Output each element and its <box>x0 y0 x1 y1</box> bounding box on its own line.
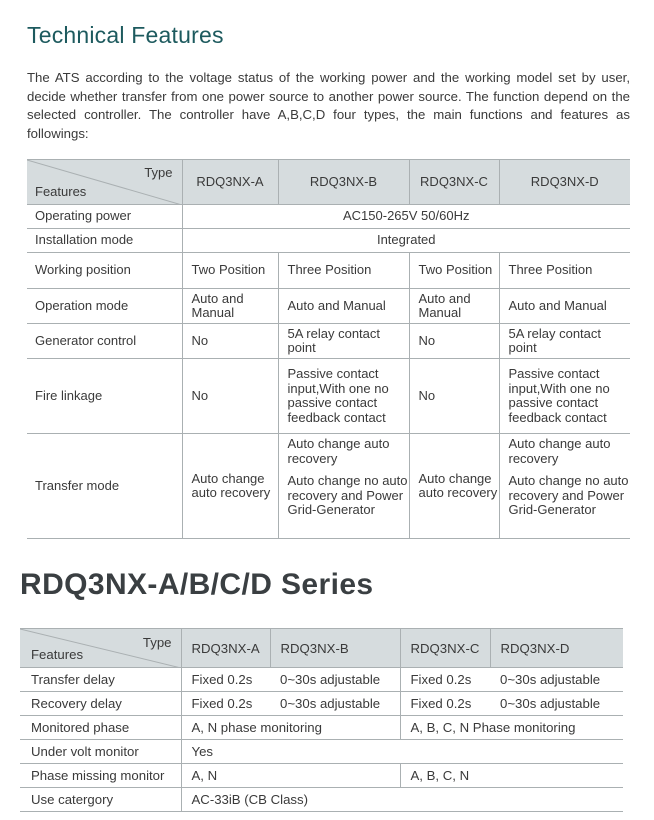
model-header: RDQ3NX-A <box>181 629 270 668</box>
table-row <box>27 359 630 434</box>
cell-value: Auto and Manual <box>409 289 499 324</box>
row-label: Under volt monitor <box>20 740 181 764</box>
cell-value: A, B, C, N Phase monitoring <box>400 716 623 740</box>
transfer-mode-d2: Auto change no auto recovery and Power Grid-Generator <box>508 473 629 517</box>
model-header: RDQ3NX-C <box>409 160 499 205</box>
cell-value: 0~30s adjustable <box>270 668 400 692</box>
row-label: Transfer delay <box>20 668 181 692</box>
cell-value: Fixed 0.2s <box>400 692 490 716</box>
cell-value: Integrated <box>182 229 630 253</box>
cell-value: A, B, C, N <box>400 764 623 788</box>
cell-value: Two Position <box>182 253 278 289</box>
cell-value: A, N phase monitoring <box>181 716 400 740</box>
features-table <box>27 159 630 539</box>
cell-value: 5A relay contact point <box>499 324 630 359</box>
cell-value <box>278 434 409 539</box>
cell-value: Auto and Manual <box>182 289 278 324</box>
transfer-mode-b2: Auto change no auto recovery and Power Grid-Generator <box>287 473 408 517</box>
series-title: RDQ3NX-A/B/C/D Series <box>20 568 374 601</box>
row-label: Recovery delay <box>20 692 181 716</box>
cell-value: Yes <box>181 740 623 764</box>
model-header: RDQ3NX-A <box>182 160 278 205</box>
row-label: Phase missing monitor <box>20 764 181 788</box>
row-label: Transfer mode <box>27 434 182 539</box>
features-label: Features <box>35 183 87 199</box>
transfer-mode-d1: Auto change auto recovery <box>508 436 611 466</box>
row-label: Generator control <box>27 324 182 359</box>
cell-value: Fixed 0.2s <box>181 668 270 692</box>
cell-value: Auto and Manual <box>499 289 630 324</box>
table-header-row <box>27 160 630 205</box>
table-row <box>27 229 630 253</box>
row-label: Monitored phase <box>20 716 181 740</box>
cell-value: No <box>182 359 278 434</box>
table-row <box>20 764 623 788</box>
cell-value: Three Position <box>278 253 409 289</box>
cell-value: Fixed 0.2s <box>181 692 270 716</box>
row-label: Operating power <box>27 205 182 229</box>
cell-value: No <box>182 324 278 359</box>
cell-value: Auto and Manual <box>278 289 409 324</box>
table-row <box>27 289 630 324</box>
transfer-mode-b1: Auto change auto recovery <box>287 436 390 466</box>
model-header: RDQ3NX-C <box>400 629 490 668</box>
table-row <box>20 788 623 812</box>
row-label: Fire linkage <box>27 359 182 434</box>
table-row <box>20 740 623 764</box>
table-row <box>20 692 623 716</box>
cell-value: Auto change auto recovery <box>182 434 278 539</box>
cell-value: A, N <box>181 764 400 788</box>
table-row <box>27 324 630 359</box>
table-row <box>20 668 623 692</box>
cell-value: AC150-265V 50/60Hz <box>182 205 630 229</box>
cell-value: 0~30s adjustable <box>270 692 400 716</box>
cell-value: Three Position <box>499 253 630 289</box>
type-label: Type <box>144 165 173 180</box>
table-row <box>27 253 630 289</box>
model-header: RDQ3NX-D <box>499 160 630 205</box>
cell-value: Passive contact input,With one no passive contact feedback contact <box>278 359 409 434</box>
series-table <box>20 628 623 812</box>
cell-value: 0~30s adjustable <box>490 692 623 716</box>
cell-value: Auto change auto recovery <box>409 434 499 539</box>
row-label: Use catergory <box>20 788 181 812</box>
cell-value: No <box>409 324 499 359</box>
table-header-row <box>20 629 623 668</box>
table-row <box>27 205 630 229</box>
table-row <box>27 434 630 539</box>
row-label: Operation mode <box>27 289 182 324</box>
cell-value <box>499 434 630 539</box>
cell-value: Passive contact input,With one no passive contact feedback contact <box>499 359 630 434</box>
row-label: Installation mode <box>27 229 182 253</box>
type-features-cell <box>20 629 181 668</box>
cell-value: No <box>409 359 499 434</box>
model-header: RDQ3NX-B <box>278 160 409 205</box>
cell-value: AC-33iB (CB Class) <box>181 788 623 812</box>
table-row <box>20 716 623 740</box>
cell-value: Two Position <box>409 253 499 289</box>
intro-paragraph: The ATS according to the voltage status of the working power and the working model set by user, decide whether transfer from one power source to another power source. The function depend on the selected controller. The controller have A,B,C,D four types, the main functions and features as followings: <box>27 70 630 141</box>
cell-value: Fixed 0.2s <box>400 668 490 692</box>
cell-value: 0~30s adjustable <box>490 668 623 692</box>
model-header: RDQ3NX-D <box>490 629 623 668</box>
row-label: Working position <box>27 253 182 289</box>
cell-value: 5A relay contact point <box>278 324 409 359</box>
features-label: Features <box>31 647 84 662</box>
type-label: Type <box>142 635 172 650</box>
section-title: Technical Features <box>27 22 224 48</box>
model-header: RDQ3NX-B <box>270 629 400 668</box>
type-features-cell <box>27 160 182 205</box>
